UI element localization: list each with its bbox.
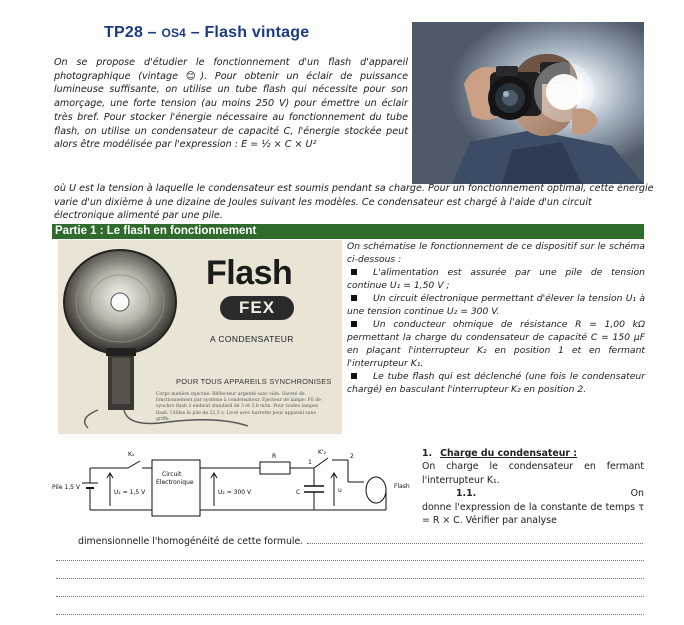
bullet-item	[347, 292, 645, 318]
photographer-illustration	[412, 22, 644, 184]
resistor-label: R	[272, 453, 277, 460]
ad-logo: FEX	[220, 296, 294, 320]
flash-tube-label: Flash	[394, 483, 410, 490]
bullet-item	[347, 266, 645, 292]
subquestion-tail: On	[630, 488, 644, 500]
answer-line[interactable]	[56, 596, 644, 597]
bullet-item	[347, 318, 645, 370]
bullet-square-icon	[351, 321, 357, 327]
ad-brand: Flash	[206, 254, 293, 292]
bullet-text: L'alimentation est assurée par une pile de tension continue U₁ = 1,50 V ;	[347, 267, 645, 291]
bullet-square-icon	[351, 295, 357, 301]
battery-label: Pile 1,5 V	[52, 484, 80, 491]
circuit-box-label-2: Electronique	[156, 479, 194, 486]
k2-label: K'₂	[318, 449, 326, 456]
intro-continuation: où U est la tension à laquelle le condensateur est soumis pendant sa charge. Pour un fonctionnement optimal, cette énergie varie d'un dixième à une dizaine de Joules suivant les modèles. Ce condensateur est chargé à l'aide d'un circuit électronique alimenté par une pile.	[54, 183, 654, 222]
position-1-label: 1	[308, 459, 312, 466]
capacitor-label: C	[296, 489, 301, 496]
ad-fine-print: Corps matière injectée. Réflecteur argenté sans vide. Sureté de fonctionnement par système à condensateur. Ejecteur de lampe. Fil de synchro flash à embout standard de 3 et 3,8 m/m. Pour toutes lampes flash. Utilise la pile de 22,5 v. Livré avec barrette pour appareil sans griffe.	[156, 392, 321, 422]
question-number: 1.	[422, 448, 433, 459]
answer-line-prompt	[78, 536, 644, 547]
intro-paragraph: On se propose d'étudier le fonctionnement d'un flash d'appareil photographique (vintage 😊). Pour obtenir un éclair de puissance lumineuse suffisante, on utilise un tube flash qui nécessite pour son amorçage, une forte tension (au moins 250 V) pour émettre un éclair très bref. Pour stocker l'énergie nécessaire au fonctionnement du tube flash, on utilise un condensateur de capacité C, l'énergie stockée peut alors être modélisée par l'expression : E = ½ × C × U²	[54, 57, 408, 151]
device-description	[347, 240, 645, 396]
k1-label: K₁	[128, 451, 135, 458]
flash-fex-advertisement	[58, 240, 342, 434]
ad-subtitle: A CONDENSATEUR	[210, 334, 294, 344]
photographer-photo	[412, 22, 644, 184]
question-heading	[422, 447, 644, 460]
bullet-square-icon	[351, 373, 357, 379]
u-label: u	[338, 487, 342, 494]
question-text-3: donne l'expression de la constante de temps τ = R × C. Vérifier par analyse	[422, 501, 644, 527]
circuit-diagram	[46, 446, 420, 528]
bullet-square-icon	[351, 269, 357, 275]
subquestion-number: 1.1.	[456, 488, 477, 500]
bullet-text: Le tube flash qui est déclenché (une fois le condensateur chargé) en basculant l'interrupteur K₂ en position 2.	[347, 371, 645, 395]
title-rest: – Flash vintage	[186, 24, 310, 41]
u1-label: U₁ = 1,5 V	[114, 489, 146, 496]
u2-label: U₂ = 300 V	[218, 489, 252, 496]
bullet-text: Un conducteur ohmique de résistance R = 1,00 kΩ permettant la charge du condensateur de capacité C = 150 µF en plaçant l'interrupteur K₂ en position 1 et en fermant l'interrupteur K₁.	[347, 319, 645, 369]
question-subline	[422, 487, 644, 500]
answer-line[interactable]	[56, 614, 644, 615]
answer-line[interactable]	[56, 560, 644, 561]
title-main: TP28 –	[104, 24, 162, 41]
answer-dots	[307, 543, 644, 544]
page-title	[104, 24, 309, 42]
title-code: OS4	[161, 26, 187, 40]
bullet-text: Un circuit électronique permettant d'élever la tension U₁ à une tension continue U₂ = 300 V.	[347, 293, 645, 317]
question-1	[422, 447, 644, 527]
answer-line[interactable]	[56, 578, 644, 579]
part-1-heading: Partie 1 : Le flash en fonctionnement	[52, 224, 644, 239]
question-text-1: On charge le condensateur en fermant l'interrupteur K₁.	[422, 461, 644, 486]
bullet-item	[347, 370, 645, 396]
ad-tagline: POUR TOUS APPAREILS SYNCHRONISES	[176, 377, 332, 386]
position-2-label: 2	[350, 453, 354, 460]
circuit-box-label-1: Circuit	[162, 471, 182, 478]
description-intro: On schématise le fonctionnement de ce dispositif sur le schéma ci-dessous :	[347, 241, 645, 265]
question-title: Charge du condensateur :	[440, 448, 578, 459]
question-text-4: dimensionnelle l'homogénéité de cette formule.	[78, 536, 304, 547]
